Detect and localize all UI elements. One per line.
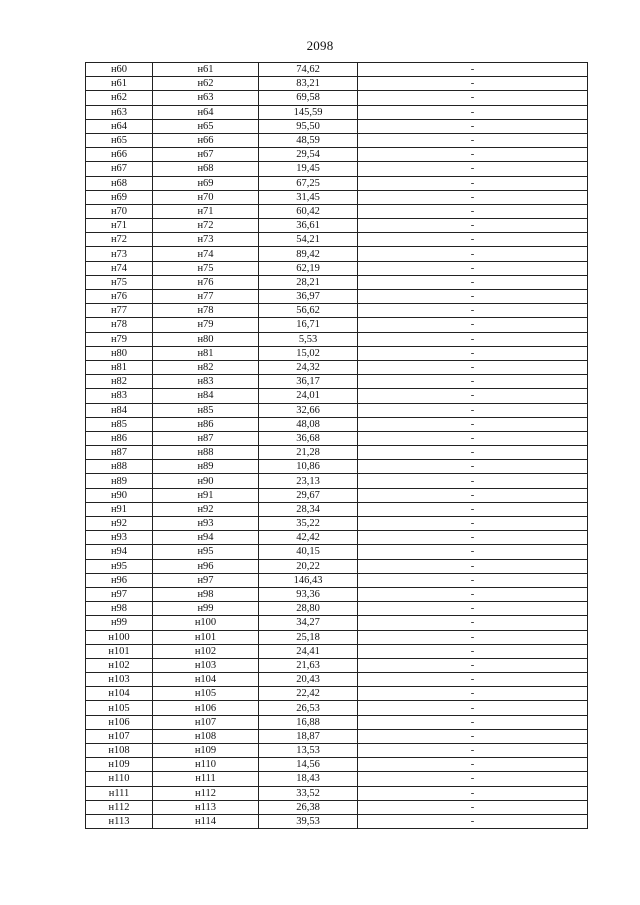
note-cell: - [358, 91, 588, 105]
length-cell: 21,63 [259, 658, 358, 672]
table-row [86, 602, 588, 616]
to-point-cell: н93 [153, 517, 259, 531]
table-row [86, 275, 588, 289]
table-row [86, 91, 588, 105]
table-row [86, 687, 588, 701]
from-point-cell: н65 [86, 133, 153, 147]
table-row [86, 545, 588, 559]
to-point-cell: н84 [153, 389, 259, 403]
length-cell: 19,45 [259, 162, 358, 176]
to-point-cell: н74 [153, 247, 259, 261]
note-cell: - [358, 148, 588, 162]
table-row [86, 701, 588, 715]
note-cell: - [358, 389, 588, 403]
note-cell: - [358, 559, 588, 573]
from-point-cell: н64 [86, 119, 153, 133]
table-row [86, 119, 588, 133]
from-point-cell: н66 [86, 148, 153, 162]
note-cell: - [358, 105, 588, 119]
to-point-cell: н114 [153, 814, 259, 828]
table-row [86, 758, 588, 772]
length-cell: 60,42 [259, 204, 358, 218]
from-point-cell: н95 [86, 559, 153, 573]
from-point-cell: н97 [86, 587, 153, 601]
note-cell: - [358, 488, 588, 502]
from-point-cell: н100 [86, 630, 153, 644]
length-cell: 23,13 [259, 474, 358, 488]
note-cell: - [358, 729, 588, 743]
length-cell: 42,42 [259, 531, 358, 545]
to-point-cell: н72 [153, 219, 259, 233]
to-point-cell: н86 [153, 417, 259, 431]
table-row [86, 318, 588, 332]
note-cell: - [358, 630, 588, 644]
length-cell: 54,21 [259, 233, 358, 247]
table-row [86, 658, 588, 672]
note-cell: - [358, 318, 588, 332]
note-cell: - [358, 602, 588, 616]
length-cell: 18,43 [259, 772, 358, 786]
note-cell: - [358, 204, 588, 218]
to-point-cell: н70 [153, 190, 259, 204]
table-row [86, 417, 588, 431]
length-cell: 25,18 [259, 630, 358, 644]
table-row [86, 389, 588, 403]
from-point-cell: н104 [86, 687, 153, 701]
length-cell: 34,27 [259, 616, 358, 630]
table-row [86, 644, 588, 658]
length-cell: 145,59 [259, 105, 358, 119]
length-cell: 20,22 [259, 559, 358, 573]
note-cell: - [358, 814, 588, 828]
from-point-cell: н71 [86, 219, 153, 233]
to-point-cell: н91 [153, 488, 259, 502]
from-point-cell: н76 [86, 290, 153, 304]
note-cell: - [358, 744, 588, 758]
note-cell: - [358, 658, 588, 672]
from-point-cell: н93 [86, 531, 153, 545]
to-point-cell: н75 [153, 261, 259, 275]
length-cell: 24,01 [259, 389, 358, 403]
from-point-cell: н72 [86, 233, 153, 247]
from-point-cell: н63 [86, 105, 153, 119]
note-cell: - [358, 715, 588, 729]
to-point-cell: н90 [153, 474, 259, 488]
from-point-cell: н94 [86, 545, 153, 559]
length-cell: 5,53 [259, 332, 358, 346]
table-row [86, 261, 588, 275]
length-cell: 32,66 [259, 403, 358, 417]
note-cell: - [358, 63, 588, 77]
note-cell: - [358, 502, 588, 516]
from-point-cell: н92 [86, 517, 153, 531]
length-cell: 48,59 [259, 133, 358, 147]
from-point-cell: н89 [86, 474, 153, 488]
length-cell: 29,54 [259, 148, 358, 162]
table-row [86, 148, 588, 162]
to-point-cell: н101 [153, 630, 259, 644]
length-cell: 74,62 [259, 63, 358, 77]
to-point-cell: н69 [153, 176, 259, 190]
note-cell: - [358, 800, 588, 814]
to-point-cell: н87 [153, 431, 259, 445]
to-point-cell: н100 [153, 616, 259, 630]
table-row [86, 233, 588, 247]
to-point-cell: н68 [153, 162, 259, 176]
to-point-cell: н112 [153, 786, 259, 800]
from-point-cell: н113 [86, 814, 153, 828]
note-cell: - [358, 687, 588, 701]
to-point-cell: н104 [153, 673, 259, 687]
table-row [86, 133, 588, 147]
table-row [86, 304, 588, 318]
table-row [86, 673, 588, 687]
from-point-cell: н73 [86, 247, 153, 261]
table-row [86, 715, 588, 729]
from-point-cell: н108 [86, 744, 153, 758]
table-row [86, 460, 588, 474]
table-row [86, 786, 588, 800]
from-point-cell: н87 [86, 446, 153, 460]
from-point-cell: н103 [86, 673, 153, 687]
to-point-cell: н103 [153, 658, 259, 672]
note-cell: - [358, 417, 588, 431]
note-cell: - [358, 233, 588, 247]
table-row [86, 446, 588, 460]
to-point-cell: н102 [153, 644, 259, 658]
length-cell: 62,19 [259, 261, 358, 275]
length-cell: 26,53 [259, 701, 358, 715]
to-point-cell: н107 [153, 715, 259, 729]
note-cell: - [358, 77, 588, 91]
from-point-cell: н67 [86, 162, 153, 176]
from-point-cell: н90 [86, 488, 153, 502]
from-point-cell: н68 [86, 176, 153, 190]
length-cell: 26,38 [259, 800, 358, 814]
table-row [86, 517, 588, 531]
length-cell: 95,50 [259, 119, 358, 133]
note-cell: - [358, 275, 588, 289]
length-cell: 10,86 [259, 460, 358, 474]
note-cell: - [358, 446, 588, 460]
to-point-cell: н110 [153, 758, 259, 772]
from-point-cell: н99 [86, 616, 153, 630]
from-point-cell: н70 [86, 204, 153, 218]
table-body [86, 63, 588, 829]
from-point-cell: н83 [86, 389, 153, 403]
table-row [86, 77, 588, 91]
note-cell: - [358, 119, 588, 133]
from-point-cell: н81 [86, 360, 153, 374]
length-cell: 16,88 [259, 715, 358, 729]
table-row [86, 502, 588, 516]
from-point-cell: н106 [86, 715, 153, 729]
note-cell: - [358, 304, 588, 318]
to-point-cell: н105 [153, 687, 259, 701]
table-row [86, 190, 588, 204]
note-cell: - [358, 360, 588, 374]
from-point-cell: н86 [86, 431, 153, 445]
length-cell: 36,17 [259, 375, 358, 389]
length-cell: 93,36 [259, 587, 358, 601]
from-point-cell: н111 [86, 786, 153, 800]
table-row [86, 346, 588, 360]
to-point-cell: н88 [153, 446, 259, 460]
note-cell: - [358, 133, 588, 147]
table-row [86, 630, 588, 644]
length-cell: 21,28 [259, 446, 358, 460]
note-cell: - [358, 786, 588, 800]
from-point-cell: н80 [86, 346, 153, 360]
length-cell: 56,62 [259, 304, 358, 318]
note-cell: - [358, 431, 588, 445]
length-cell: 69,58 [259, 91, 358, 105]
from-point-cell: н84 [86, 403, 153, 417]
to-point-cell: н82 [153, 360, 259, 374]
table-row [86, 63, 588, 77]
length-cell: 14,56 [259, 758, 358, 772]
length-cell: 48,08 [259, 417, 358, 431]
length-cell: 146,43 [259, 573, 358, 587]
note-cell: - [358, 644, 588, 658]
to-point-cell: н66 [153, 133, 259, 147]
note-cell: - [358, 247, 588, 261]
from-point-cell: н61 [86, 77, 153, 91]
note-cell: - [358, 375, 588, 389]
note-cell: - [358, 517, 588, 531]
page-number: 2098 [306, 38, 334, 53]
from-point-cell: н88 [86, 460, 153, 474]
length-cell: 31,45 [259, 190, 358, 204]
from-point-cell: н96 [86, 573, 153, 587]
from-point-cell: н79 [86, 332, 153, 346]
note-cell: - [358, 290, 588, 304]
note-cell: - [358, 219, 588, 233]
from-point-cell: н85 [86, 417, 153, 431]
from-point-cell: н74 [86, 261, 153, 275]
note-cell: - [358, 176, 588, 190]
to-point-cell: н77 [153, 290, 259, 304]
to-point-cell: н63 [153, 91, 259, 105]
length-cell: 28,21 [259, 275, 358, 289]
note-cell: - [358, 616, 588, 630]
note-cell: - [358, 701, 588, 715]
table-row [86, 587, 588, 601]
from-point-cell: н62 [86, 91, 153, 105]
table-row [86, 176, 588, 190]
from-point-cell: н69 [86, 190, 153, 204]
table-row [86, 332, 588, 346]
note-cell: - [358, 573, 588, 587]
from-point-cell: н101 [86, 644, 153, 658]
length-cell: 15,02 [259, 346, 358, 360]
to-point-cell: н111 [153, 772, 259, 786]
to-point-cell: н109 [153, 744, 259, 758]
from-point-cell: н110 [86, 772, 153, 786]
to-point-cell: н76 [153, 275, 259, 289]
note-cell: - [358, 758, 588, 772]
from-point-cell: н98 [86, 602, 153, 616]
note-cell: - [358, 403, 588, 417]
to-point-cell: н62 [153, 77, 259, 91]
length-cell: 28,80 [259, 602, 358, 616]
length-cell: 18,87 [259, 729, 358, 743]
table-row [86, 573, 588, 587]
to-point-cell: н71 [153, 204, 259, 218]
length-cell: 22,42 [259, 687, 358, 701]
note-cell: - [358, 545, 588, 559]
table-row [86, 162, 588, 176]
to-point-cell: н85 [153, 403, 259, 417]
to-point-cell: н73 [153, 233, 259, 247]
table-row [86, 247, 588, 261]
note-cell: - [358, 261, 588, 275]
length-cell: 40,15 [259, 545, 358, 559]
to-point-cell: н78 [153, 304, 259, 318]
to-point-cell: н79 [153, 318, 259, 332]
to-point-cell: н80 [153, 332, 259, 346]
table-row [86, 290, 588, 304]
from-point-cell: н109 [86, 758, 153, 772]
table-row [86, 744, 588, 758]
length-cell: 67,25 [259, 176, 358, 190]
note-cell: - [358, 673, 588, 687]
length-cell: 29,67 [259, 488, 358, 502]
to-point-cell: н97 [153, 573, 259, 587]
to-point-cell: н106 [153, 701, 259, 715]
boundary-segments-table [85, 62, 588, 829]
to-point-cell: н65 [153, 119, 259, 133]
table-row [86, 488, 588, 502]
length-cell: 16,71 [259, 318, 358, 332]
length-cell: 33,52 [259, 786, 358, 800]
from-point-cell: н60 [86, 63, 153, 77]
table-row [86, 729, 588, 743]
to-point-cell: н96 [153, 559, 259, 573]
note-cell: - [358, 190, 588, 204]
length-cell: 20,43 [259, 673, 358, 687]
table-row [86, 559, 588, 573]
table-row [86, 105, 588, 119]
to-point-cell: н83 [153, 375, 259, 389]
length-cell: 83,21 [259, 77, 358, 91]
table-row [86, 616, 588, 630]
to-point-cell: н98 [153, 587, 259, 601]
from-point-cell: н112 [86, 800, 153, 814]
length-cell: 24,41 [259, 644, 358, 658]
table-row [86, 375, 588, 389]
note-cell: - [358, 332, 588, 346]
from-point-cell: н78 [86, 318, 153, 332]
note-cell: - [358, 587, 588, 601]
note-cell: - [358, 460, 588, 474]
length-cell: 36,97 [259, 290, 358, 304]
to-point-cell: н94 [153, 531, 259, 545]
to-point-cell: н95 [153, 545, 259, 559]
to-point-cell: н67 [153, 148, 259, 162]
to-point-cell: н64 [153, 105, 259, 119]
table-row [86, 360, 588, 374]
from-point-cell: н102 [86, 658, 153, 672]
from-point-cell: н107 [86, 729, 153, 743]
to-point-cell: н81 [153, 346, 259, 360]
to-point-cell: н89 [153, 460, 259, 474]
length-cell: 36,68 [259, 431, 358, 445]
to-point-cell: н113 [153, 800, 259, 814]
table-row [86, 814, 588, 828]
length-cell: 13,53 [259, 744, 358, 758]
to-point-cell: н61 [153, 63, 259, 77]
length-cell: 24,32 [259, 360, 358, 374]
length-cell: 89,42 [259, 247, 358, 261]
note-cell: - [358, 531, 588, 545]
to-point-cell: н108 [153, 729, 259, 743]
note-cell: - [358, 162, 588, 176]
table-row [86, 431, 588, 445]
note-cell: - [358, 772, 588, 786]
from-point-cell: н105 [86, 701, 153, 715]
table-row [86, 474, 588, 488]
note-cell: - [358, 346, 588, 360]
table-row [86, 531, 588, 545]
table-row [86, 800, 588, 814]
from-point-cell: н91 [86, 502, 153, 516]
length-cell: 35,22 [259, 517, 358, 531]
length-cell: 36,61 [259, 219, 358, 233]
length-cell: 28,34 [259, 502, 358, 516]
note-cell: - [358, 474, 588, 488]
to-point-cell: н92 [153, 502, 259, 516]
length-cell: 39,53 [259, 814, 358, 828]
to-point-cell: н99 [153, 602, 259, 616]
table-row [86, 772, 588, 786]
table-row [86, 403, 588, 417]
from-point-cell: н75 [86, 275, 153, 289]
from-point-cell: н77 [86, 304, 153, 318]
table-row [86, 204, 588, 218]
table-row [86, 219, 588, 233]
from-point-cell: н82 [86, 375, 153, 389]
